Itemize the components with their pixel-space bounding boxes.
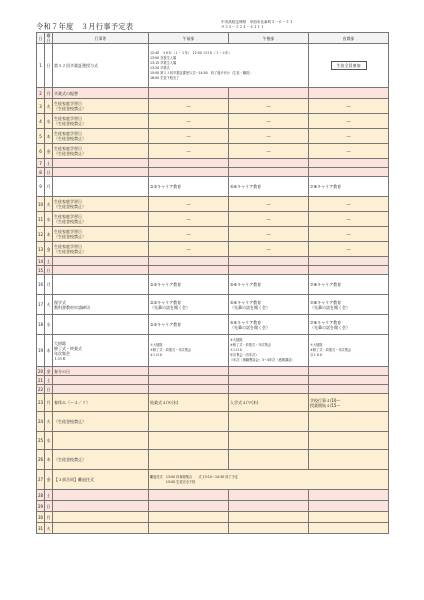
row-weekday: 木 bbox=[45, 227, 53, 242]
row-day: 19 bbox=[37, 335, 45, 367]
table-row bbox=[37, 168, 389, 177]
row-day: 24 bbox=[37, 412, 45, 432]
row-event bbox=[53, 168, 149, 177]
row-afterschool: ― bbox=[309, 197, 389, 212]
row-pm: ― bbox=[229, 227, 309, 242]
row-day: 16 bbox=[37, 275, 45, 295]
row-event bbox=[53, 159, 149, 168]
row-day: 25 bbox=[37, 432, 45, 450]
table-row bbox=[37, 385, 389, 394]
row-day: 4 bbox=[37, 114, 45, 129]
table-row bbox=[37, 266, 389, 275]
row-afterschool: 学校行事４/10～ 授業開始４/15～ bbox=[309, 394, 389, 412]
row-am: ― bbox=[149, 114, 229, 129]
row-pm: ― bbox=[229, 144, 309, 159]
row-event: （生徒登校禁止） bbox=[53, 412, 149, 432]
row-weekday: 土 bbox=[45, 490, 53, 501]
row-day: 23 bbox=[37, 394, 45, 412]
row-weekday: 木 bbox=[45, 450, 53, 470]
table-row bbox=[37, 501, 389, 512]
row-weekday: 火 bbox=[45, 412, 53, 432]
table-row bbox=[37, 523, 389, 534]
col-weekday: 曜日 bbox=[45, 33, 53, 44]
row-pm bbox=[229, 501, 309, 512]
row-event bbox=[53, 257, 149, 266]
row-event bbox=[53, 315, 149, 335]
col-pm: 午後部 bbox=[229, 33, 309, 44]
row-weekday: 土 bbox=[46, 160, 51, 166]
row-am: ②③キャリア教育 （先輩の話を聞く会） bbox=[149, 295, 229, 315]
table-row bbox=[37, 512, 389, 523]
row-weekday: 日 bbox=[46, 267, 51, 273]
row-day: 8 bbox=[37, 168, 45, 177]
row-day: 6 bbox=[37, 144, 45, 159]
row-am bbox=[149, 266, 229, 275]
row-am: ― bbox=[149, 242, 229, 257]
row-weekday: 水 bbox=[45, 212, 53, 227]
row-day: 2 bbox=[37, 88, 45, 99]
row-am: ― bbox=[149, 144, 229, 159]
row-am: ②③キャリア教育 bbox=[149, 177, 229, 197]
row-day: 20 bbox=[38, 368, 44, 374]
row-event bbox=[53, 432, 149, 450]
row-am: ― bbox=[149, 227, 229, 242]
row-event: 生徒家庭学習日 （生徒登校禁止） bbox=[53, 212, 149, 227]
row-afterschool bbox=[309, 490, 389, 501]
row-event: 第５２回卒業証書授与式 bbox=[53, 44, 149, 88]
row-pm bbox=[309, 44, 389, 88]
table-row bbox=[37, 432, 389, 450]
row-weekday: 月 bbox=[45, 394, 53, 412]
table-row bbox=[37, 394, 389, 412]
row-event: 生徒家庭学習日 （生徒登校禁止） bbox=[53, 242, 149, 257]
row-pm: 入学式４/９(木) bbox=[229, 394, 309, 412]
row-day: 13 bbox=[37, 242, 45, 257]
row-afterschool: ― bbox=[309, 144, 389, 159]
row-event: 生徒家庭学習日 （生徒登校禁止） bbox=[53, 114, 149, 129]
row-event bbox=[53, 523, 149, 534]
row-afterschool: ― bbox=[309, 227, 389, 242]
row-weekday: 水 bbox=[45, 114, 53, 129]
row-weekday: 土 bbox=[46, 377, 51, 383]
row-am bbox=[149, 88, 229, 99]
col-day: 日 bbox=[37, 33, 45, 44]
row-am: ― bbox=[149, 197, 229, 212]
row-am bbox=[149, 159, 229, 168]
row-day: 26 bbox=[37, 450, 45, 470]
table-row bbox=[37, 159, 389, 168]
table-row bbox=[37, 470, 389, 490]
row-weekday: 木 bbox=[45, 129, 53, 144]
row-event: 復学式 教科書教材申請締切 bbox=[53, 295, 149, 315]
row-afterschool bbox=[309, 159, 389, 168]
row-afterschool bbox=[309, 376, 389, 385]
row-pm bbox=[229, 412, 309, 432]
row-weekday: 日 bbox=[46, 386, 51, 392]
table-row bbox=[37, 177, 389, 197]
row-pm bbox=[229, 490, 309, 501]
row-afterschool bbox=[309, 257, 389, 266]
row-pm: ― bbox=[229, 197, 309, 212]
row-pm bbox=[229, 432, 309, 450]
table-row bbox=[37, 114, 389, 129]
row-am: 12:40 ＳＨＲ（１・２年） 12:50 ＳＨＲ（３・４年） 13:00 在校生入場 13:15 卒業生入場 13:20 卒業式 15:00 第５２回卒業証書授与式～14:50 終了後片付け（生徒・職員） 16:00 生徒下校完了 bbox=[149, 44, 309, 88]
row-weekday: 日 bbox=[46, 169, 51, 175]
table-row bbox=[37, 88, 389, 99]
table-row bbox=[37, 450, 389, 470]
row-am bbox=[149, 168, 229, 177]
row-afterschool bbox=[309, 385, 389, 394]
row-am: ― bbox=[149, 129, 229, 144]
row-am: ― bbox=[149, 212, 229, 227]
row-event: （生徒登校禁止） bbox=[53, 450, 149, 470]
row-day: 18 bbox=[37, 315, 45, 335]
row-day: 12 bbox=[37, 227, 45, 242]
row-pm: ― bbox=[229, 129, 309, 144]
row-afterschool bbox=[309, 412, 389, 432]
row-pm bbox=[229, 266, 309, 275]
row-event bbox=[53, 275, 149, 295]
row-day: 15 bbox=[38, 267, 44, 273]
row-weekday: 木 bbox=[45, 335, 53, 367]
row-pm: ⑤⑥キャリア教育 bbox=[229, 275, 309, 295]
row-event: 生徒家庭学習日 （生徒登校禁止） bbox=[53, 144, 149, 159]
row-event bbox=[53, 266, 149, 275]
row-weekday: 金 bbox=[45, 144, 53, 159]
row-afterschool: ― bbox=[309, 99, 389, 114]
row-afterschool bbox=[309, 432, 389, 450]
row-day: 29 bbox=[37, 501, 45, 512]
row-weekday: 月 bbox=[45, 512, 53, 523]
table-row bbox=[37, 367, 389, 376]
table-row bbox=[37, 197, 389, 212]
row-event: 卒業式の振替 bbox=[53, 88, 149, 99]
row-event: 生徒家庭学習日 （生徒登校禁止） bbox=[53, 197, 149, 212]
row-pm bbox=[229, 88, 309, 99]
row-am bbox=[149, 367, 229, 376]
row-event bbox=[53, 385, 149, 394]
row-am bbox=[149, 501, 229, 512]
school-address: 中央高校定時制 甲府市北新町５－６－２３ bbox=[221, 20, 293, 24]
row-event bbox=[53, 501, 149, 512]
row-pm bbox=[229, 367, 309, 376]
table-header-row bbox=[37, 33, 389, 44]
row-afterschool bbox=[309, 88, 389, 99]
row-am: ― bbox=[149, 99, 229, 114]
table-row bbox=[37, 412, 389, 432]
row-weekday: 月 bbox=[45, 275, 53, 295]
row-pm: ⑤大掃除 ⑥修了式・終業式・年次集会 ⑦ＬＨＲ 年次集会（各年次） ３年次（就職懇談会）3～4年次（進路講話） bbox=[229, 335, 309, 367]
table-row bbox=[37, 315, 389, 335]
row-day: 17 bbox=[37, 295, 45, 315]
row-am bbox=[149, 450, 229, 470]
row-am bbox=[149, 523, 229, 534]
row-afterschool bbox=[309, 523, 389, 534]
row-event: 生徒家庭学習日 （生徒登校禁止） bbox=[53, 99, 149, 114]
table-row bbox=[37, 295, 389, 315]
table-row bbox=[37, 99, 389, 114]
row-am bbox=[149, 490, 229, 501]
row-pm bbox=[229, 159, 309, 168]
row-am: 始業式４/８(水) bbox=[149, 394, 229, 412]
row-afterschool bbox=[309, 450, 389, 470]
table-row bbox=[37, 44, 389, 88]
row-pm bbox=[229, 450, 309, 470]
row-pm bbox=[229, 168, 309, 177]
row-event: 春分の日 bbox=[53, 367, 149, 376]
table-row bbox=[37, 376, 389, 385]
row-day: 28 bbox=[37, 490, 45, 501]
col-event: 行事等 bbox=[53, 33, 149, 44]
table-row bbox=[37, 144, 389, 159]
row-pm: ⑤⑥キャリア教育 （先輩の話を聞く会） bbox=[229, 315, 309, 335]
row-afterschool: ⑦⑧キャリア教育 （先輩の話を聞く会） bbox=[309, 295, 389, 315]
schedule-table bbox=[36, 32, 389, 534]
page-title: 令和７年度 ３月行事予定表 bbox=[36, 22, 134, 31]
row-am bbox=[149, 376, 229, 385]
row-pm bbox=[229, 376, 309, 385]
row-afterschool: ⑦大掃除 ⑧修了式・終業式・年次集会 ⑪ＬＨＲ bbox=[309, 335, 389, 367]
row-event bbox=[53, 177, 149, 197]
table-row bbox=[37, 227, 389, 242]
row-day: 31 bbox=[37, 523, 45, 534]
row-afterschool: ― bbox=[309, 129, 389, 144]
row-afterschool bbox=[309, 501, 389, 512]
row-afterschool: ― bbox=[309, 242, 389, 257]
row-pm bbox=[229, 523, 309, 534]
row-pm: ⑤⑥キャリア教育 bbox=[229, 177, 309, 197]
col-afterschool: 夜間部 bbox=[309, 33, 389, 44]
row-afterschool: ⑦⑧キャリア教育 （先輩の話を聞く会） bbox=[309, 315, 389, 335]
col-am: 午前部 bbox=[149, 33, 229, 44]
row-afterschool bbox=[309, 512, 389, 523]
row-pm bbox=[229, 257, 309, 266]
row-day: 22 bbox=[38, 386, 44, 392]
row-afterschool bbox=[309, 367, 389, 376]
row-am: 離退任式 13:00 体育館集合 式 13:10～14:30 終了予定 15:00 生徒完全下校 bbox=[149, 470, 389, 490]
row-weekday: 日 bbox=[45, 501, 53, 512]
row-event: 【３部合同】離退任式 bbox=[53, 470, 149, 490]
row-day: 11 bbox=[37, 212, 45, 227]
row-afterschool: ― bbox=[309, 212, 389, 227]
row-afterschool: ⑦⑧キャリア教育 bbox=[309, 177, 389, 197]
row-weekday: 水 bbox=[45, 432, 53, 450]
row-weekday: 火 bbox=[45, 99, 53, 114]
row-weekday: 火 bbox=[45, 197, 53, 212]
row-weekday: 金 bbox=[46, 368, 51, 374]
table-row bbox=[37, 129, 389, 144]
row-day: 7 bbox=[37, 159, 45, 168]
row-weekday: 火 bbox=[45, 295, 53, 315]
row-day: 21 bbox=[38, 377, 44, 383]
school-info bbox=[221, 20, 293, 30]
table-row bbox=[37, 242, 389, 257]
row-weekday: 金 bbox=[45, 242, 53, 257]
row-day: 1 bbox=[37, 44, 45, 88]
table-row bbox=[37, 275, 389, 295]
row-day: 27 bbox=[37, 470, 45, 490]
row-afterschool bbox=[309, 266, 389, 275]
row-am: ②③キャリア教育 bbox=[149, 315, 229, 335]
row-day: 10 bbox=[37, 197, 45, 212]
row-day: 9 bbox=[37, 177, 45, 197]
table-row bbox=[37, 335, 389, 367]
row-pm: ― bbox=[229, 114, 309, 129]
row-am: ②③キャリア教育 bbox=[149, 275, 229, 295]
row-event: 春休み（～４／７） bbox=[53, 394, 149, 412]
row-day: 3 bbox=[37, 99, 45, 114]
row-weekday: 土 bbox=[46, 258, 51, 264]
row-pm: ⑤⑥キャリア教育 （先輩の話を聞く会） bbox=[229, 295, 309, 315]
row-am bbox=[149, 512, 229, 523]
row-pm: ― bbox=[229, 242, 309, 257]
row-weekday: 火 bbox=[45, 523, 53, 534]
row-am bbox=[149, 432, 229, 450]
row-day: 5 bbox=[37, 129, 45, 144]
row-event: 生徒家庭学習日 （生徒登校禁止） bbox=[53, 227, 149, 242]
row-event bbox=[53, 376, 149, 385]
all-students-badge: 生徒全員参加 bbox=[331, 61, 367, 70]
row-event: 生徒家庭学習日 （生徒登校禁止） bbox=[53, 129, 149, 144]
row-day: 30 bbox=[37, 512, 45, 523]
row-weekday: 月 bbox=[45, 177, 53, 197]
row-pm bbox=[229, 512, 309, 523]
row-afterschool: ⑦⑧キャリア教育 bbox=[309, 275, 389, 295]
row-weekday: 金 bbox=[45, 470, 53, 490]
row-weekday: 水 bbox=[45, 315, 53, 335]
row-pm bbox=[229, 385, 309, 394]
row-day: 14 bbox=[38, 258, 44, 264]
row-am bbox=[149, 257, 229, 266]
row-event bbox=[53, 490, 149, 501]
table-row bbox=[37, 490, 389, 501]
row-pm: ― bbox=[229, 212, 309, 227]
table-row bbox=[37, 212, 389, 227]
row-am: ②大掃除 ③修了式・終業式・年次集会 ④ＬＨＲ bbox=[149, 335, 229, 367]
row-pm: ― bbox=[229, 99, 309, 114]
row-afterschool bbox=[309, 168, 389, 177]
row-am bbox=[149, 385, 229, 394]
row-event: 大掃除 修了式・終業式 年次集会 ＬＨＲ bbox=[53, 335, 149, 367]
row-am bbox=[149, 412, 229, 432]
table-row bbox=[37, 257, 389, 266]
row-weekday: 月 bbox=[45, 88, 53, 99]
row-afterschool: ― bbox=[309, 114, 389, 129]
row-event bbox=[53, 512, 149, 523]
row-weekday: 日 bbox=[45, 44, 53, 88]
school-phone: ０５５－２２４－４１１１ bbox=[221, 25, 265, 29]
